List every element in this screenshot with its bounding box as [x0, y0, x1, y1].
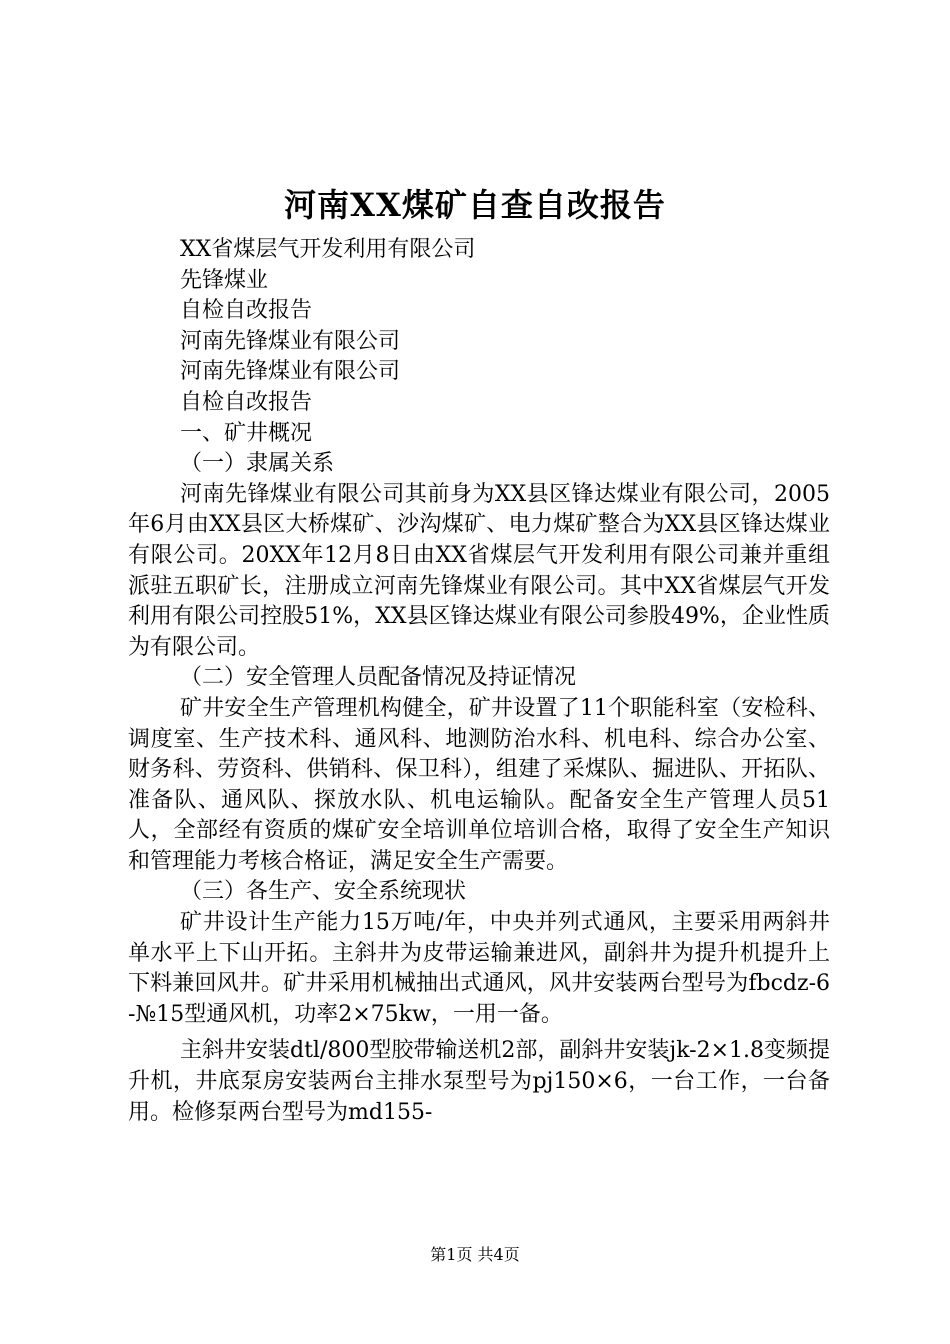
company-name-line-1: 河南先锋煤业有限公司	[180, 328, 401, 354]
subsection-heading-systems: （三）各生产、安全系统现状	[180, 879, 467, 905]
company-name-line-2: 河南先锋煤业有限公司	[180, 359, 401, 385]
report-name-line: 自检自改报告	[180, 298, 313, 324]
paragraph-systems: 矿井设计生产能力15万吨/年，中央并列式通风，主要采用两斜井单水平上下山开拓。主斜井为皮带运输兼进风，副斜井为提升机提升上下料兼回风井。矿井采用机械抽出式通风，风井安装两台型号为fbcdz-6-№15型通风机，功率2×75kw，一用一备。	[128, 910, 830, 1027]
subsidiary-line: 先锋煤业	[180, 267, 269, 293]
subsection-heading-affiliation: （一）隶属关系	[180, 451, 335, 477]
document-body	[128, 235, 830, 1128]
report-name-line-2: 自检自改报告	[180, 389, 313, 415]
section-heading-overview: 一、矿井概况	[180, 420, 313, 446]
company-line: XX省煤层气开发利用有限公司	[180, 237, 476, 262]
subsection-heading-safety-staff: （二）安全管理人员配备情况及持证情况	[180, 665, 577, 691]
page-number-footer: 第1页 共4页	[430, 1245, 520, 1264]
paragraph-equipment: 主斜井安装dtl/800型胶带输送机2部，副斜井安装jk-2×1.8变频提升机，井底泵房安装两台主排水泵型号为pj150×6，一台工作，一台备用。检修泵两台型号为md155-	[128, 1038, 830, 1125]
paragraph-safety-staff: 矿井安全生产管理机构健全，矿井设置了11个职能科室（安检科、调度室、生产技术科、通风科、地测防治水科、机电科、综合办公室、财务科、劳资科、供销科、保卫科），组建了采煤队、掘进队、开拓队、准备队、通风队、探放水队、机电运输队。配备安全生产管理人员51人，全部经有资质的煤矿安全培训单位培训合格，取得了安全生产知识和管理能力考核合格证，满足安全生产需要。	[128, 695, 830, 874]
paragraph-affiliation: 河南先锋煤业有限公司其前身为XX县区锋达煤业有限公司，2005年6月由XX县区大桥煤矿、沙沟煤矿、电力煤矿整合为XX县区锋达煤业有限公司。20XX年12月8日由XX省煤层气开发利用有限公司兼并重组派驻五职矿长，注册成立河南先锋煤业有限公司。其中XX省煤层气开发利用有限公司控股51%，XX县区锋达煤业有限公司参股49%，企业性质为有限公司。	[128, 481, 830, 660]
document-title: 河南XX煤矿自查自改报告	[284, 186, 666, 224]
